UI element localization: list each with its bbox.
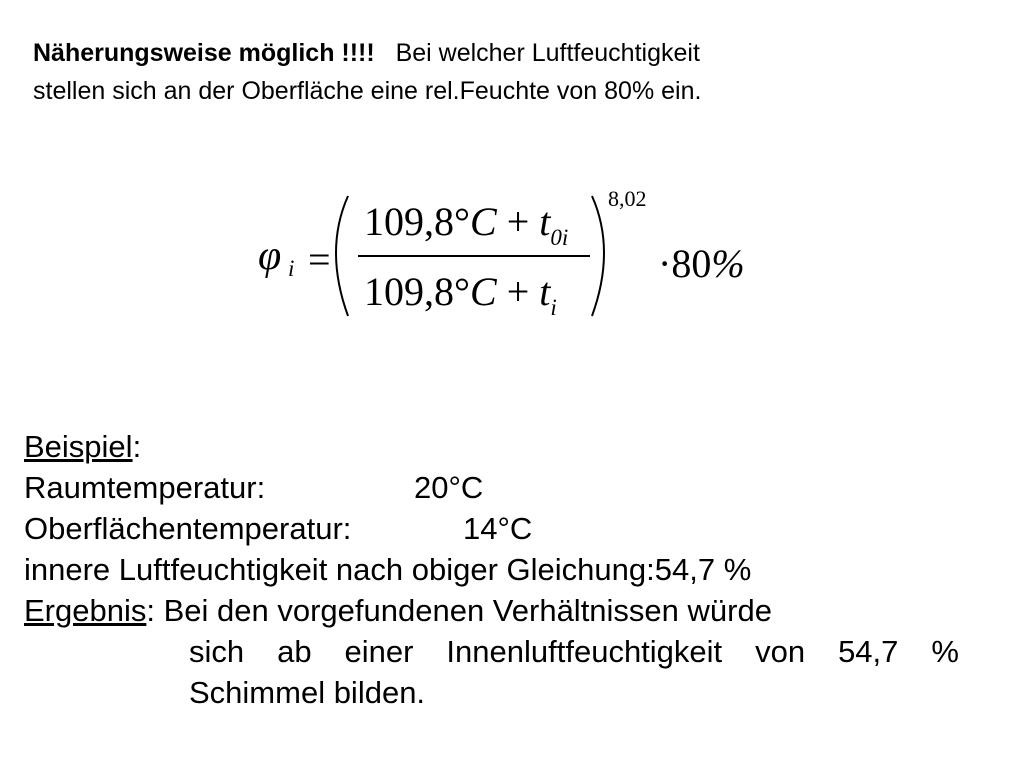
surface-temperature-value: 14°C — [463, 511, 533, 546]
intro-bold-text: Näherungsweise möglich !!!! — [33, 39, 375, 67]
humidity-formula — [240, 160, 800, 340]
result-word: einer — [344, 634, 414, 669]
intro-line-1 — [33, 34, 993, 72]
multiplier-value: ·80 — [658, 241, 712, 286]
denominator-constant: 109,8° — [364, 269, 470, 314]
intro-text — [33, 34, 993, 110]
result-line-2-words — [189, 631, 959, 672]
denominator-unit: C — [470, 269, 497, 314]
result-word: ab — [277, 634, 312, 669]
result-word: Innenluftfeuchtigkeit — [446, 634, 723, 669]
denominator-subscript: i — [550, 295, 557, 320]
result-line-3: Schimmel bilden. — [189, 675, 426, 710]
example-heading-colon: : — [132, 429, 142, 464]
result-row — [24, 590, 984, 631]
result-heading: Ergebnis — [24, 593, 147, 628]
right-parenthesis — [592, 196, 604, 316]
intro-line-2: stellen sich an der Oberfläche eine rel.Feuchte von 80% ein. — [33, 77, 702, 105]
numerator-constant: 109,8° — [364, 199, 470, 244]
formula-multiplier — [658, 240, 745, 287]
result-line-2 — [24, 631, 984, 672]
result-word: sich — [189, 634, 245, 669]
numerator-unit: C — [470, 199, 497, 244]
example-heading-row — [24, 426, 984, 467]
equals-sign: = — [308, 237, 331, 282]
numerator-variable: t — [539, 199, 551, 244]
numerator-subscript: 0i — [550, 225, 569, 250]
denominator-variable: t — [539, 269, 551, 314]
phi-subscript: i — [288, 256, 295, 281]
room-temperature-row — [24, 467, 984, 508]
result-word: von — [755, 634, 806, 669]
formula-numerator — [364, 198, 569, 250]
surface-temperature-label: Oberflächentemperatur: — [24, 511, 352, 546]
formula-denominator — [364, 268, 557, 320]
room-temperature-label: Raumtemperatur: — [24, 470, 266, 505]
percent-sign: % — [711, 241, 745, 286]
example-heading: Beispiel — [24, 429, 133, 464]
room-temperature-value: 20°C — [414, 470, 484, 505]
intro-question-start: Bei welcher Luftfeuchtigkeit — [395, 39, 700, 67]
formula-exponent: 8,02 — [608, 186, 647, 211]
surface-temperature-row — [24, 508, 984, 549]
example-section — [24, 426, 984, 713]
result-word: 54,7 — [838, 634, 899, 669]
inner-humidity-row: innere Luftfeuchtigkeit nach obiger Gleichung:54,7 % — [24, 552, 752, 587]
denominator-plus: + — [506, 269, 530, 314]
numerator-plus: + — [506, 199, 530, 244]
left-parenthesis — [336, 196, 348, 316]
result-word: % — [931, 634, 959, 669]
result-text: : Bei den vorgefundenen Verhältnissen würde — [146, 593, 772, 628]
phi-symbol: φ — [258, 233, 282, 279]
